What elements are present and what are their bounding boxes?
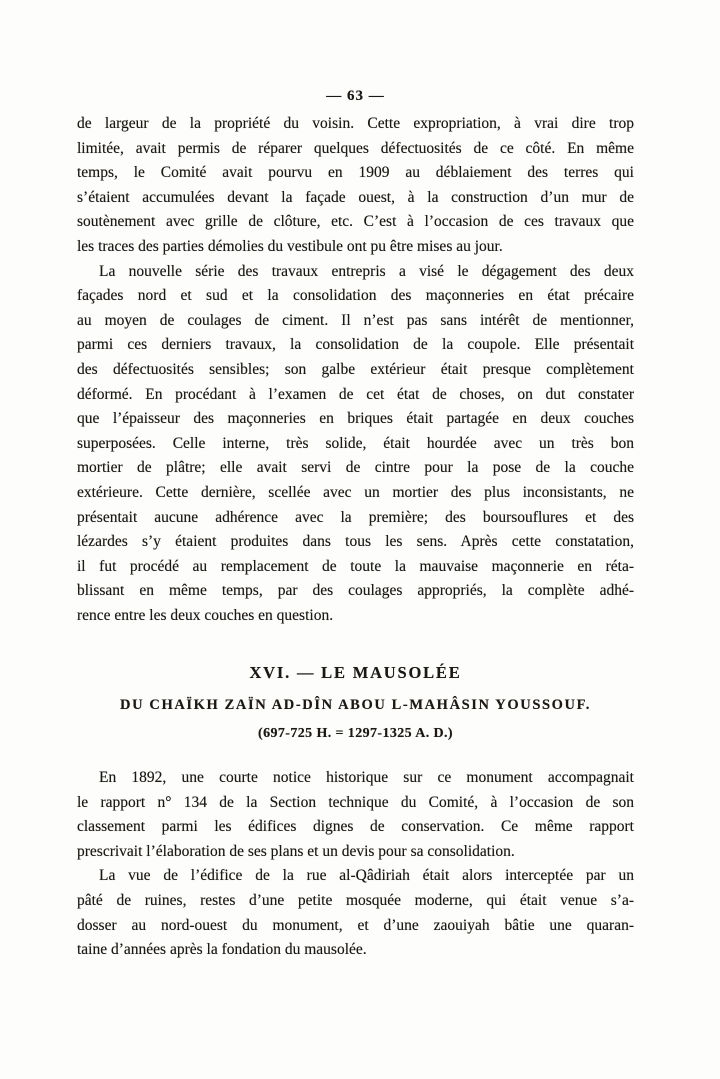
text-line: le rapport n° 134 de la Section technique du Comité, à l’occasion de son [77,793,634,811]
text-line: s’étaient accumulées devant la façade ouest, à la construction d’un mur de [77,188,634,206]
text-line: les traces des parties démolies du vestibule ont pu être mises au jour. [77,237,503,255]
text-line: il fut procédé au remplacement de toute la mauvaise maçonnerie en réta- [77,557,634,575]
text-line: En 1892, une courte notice historique sur ce monument accompagnait [99,769,634,786]
paragraph [77,766,634,864]
paragraph [77,112,634,260]
text-line: façades nord et sud et la consolidation des maçonneries en état précaire [77,287,634,305]
text-line: mortier de plâtre; elle avait servi de cintre pour la pose de la couche [77,459,634,477]
section-dates: (697-725 H. = 1297-1325 A. D.) [258,726,453,741]
text-line: que l’épaisseur des maçonneries en briques était partagée en deux couches [77,410,634,428]
text-line: pâté de ruines, restes d’une petite mosquée moderne, qui était venue s’a- [77,891,634,909]
text-line: des défectuosités sensibles; son galbe extérieur était presque complètement [77,360,634,378]
text-line: blissant en même temps, par des coulages appropriés, la complète adhé- [77,582,634,600]
text-line: superposées. Celle interne, très solide, était hourdée avec un très bon [77,434,634,452]
page-number: — 63 — [326,88,385,104]
text-line: déformé. En procédant à l’examen de cet état de choses, on dut constater [77,385,634,403]
text-line: rence entre les deux couches en question. [77,606,334,624]
body-text-upper [77,112,634,628]
text-line: taine d’années après la fondation du mausolée. [77,941,367,959]
text-line: limitée, avait permis de réparer quelques défectuosités de ce côté. En même [77,139,634,157]
paragraph [77,864,634,962]
section-title: XVI. — LE MAUSOLÉE [249,663,462,682]
text-line: de largeur de la propriété du voisin. Cette expropriation, à vrai dire trop [77,115,634,132]
text-line: parmi ces derniers travaux, la consolidation de la coupole. Elle présentait [77,336,634,354]
text-line: prescrivait l’élaboration de ses plans et un devis pour sa consolidation. [77,842,515,860]
text-line: présentait aucune adhérence avec la première; des boursouflures et des [77,508,634,526]
body-text-lower [77,766,634,963]
text-line: lézardes s’y étaient produites dans tous les sens. Après cette constatation, [77,533,634,551]
section-heading [77,663,634,744]
paragraph [77,260,634,629]
text-line: classement parmi les édifices dignes de conservation. Ce même rapport [77,818,634,836]
text-line: au moyen de coulages de ciment. Il n’est pas sans intérêt de mentionner, [77,311,634,329]
text-line: soutènement avec grille de clôture, etc. C’est à l’occasion de ces travaux que [77,213,634,231]
text-line: dosser au nord-ouest du monument, et d’une zaouiyah bâtie une quaran- [77,916,634,934]
section-subtitle: DU CHAÏKH ZAÏN AD-DÎN ABOU L-MAHÂSIN YOUSSOUF. [120,697,591,713]
text-line: temps, le Comité avait pourvu en 1909 au déblaiement des terres qui [77,164,634,182]
text-line: La vue de l’édifice de la rue al-Qâdiriah était alors interceptée par un [99,867,634,885]
text-line: La nouvelle série des travaux entrepris a visé le dégagement des deux [99,262,634,280]
text-line: extérieure. Cette dernière, scellée avec un mortier des plus inconsistants, ne [77,483,634,501]
